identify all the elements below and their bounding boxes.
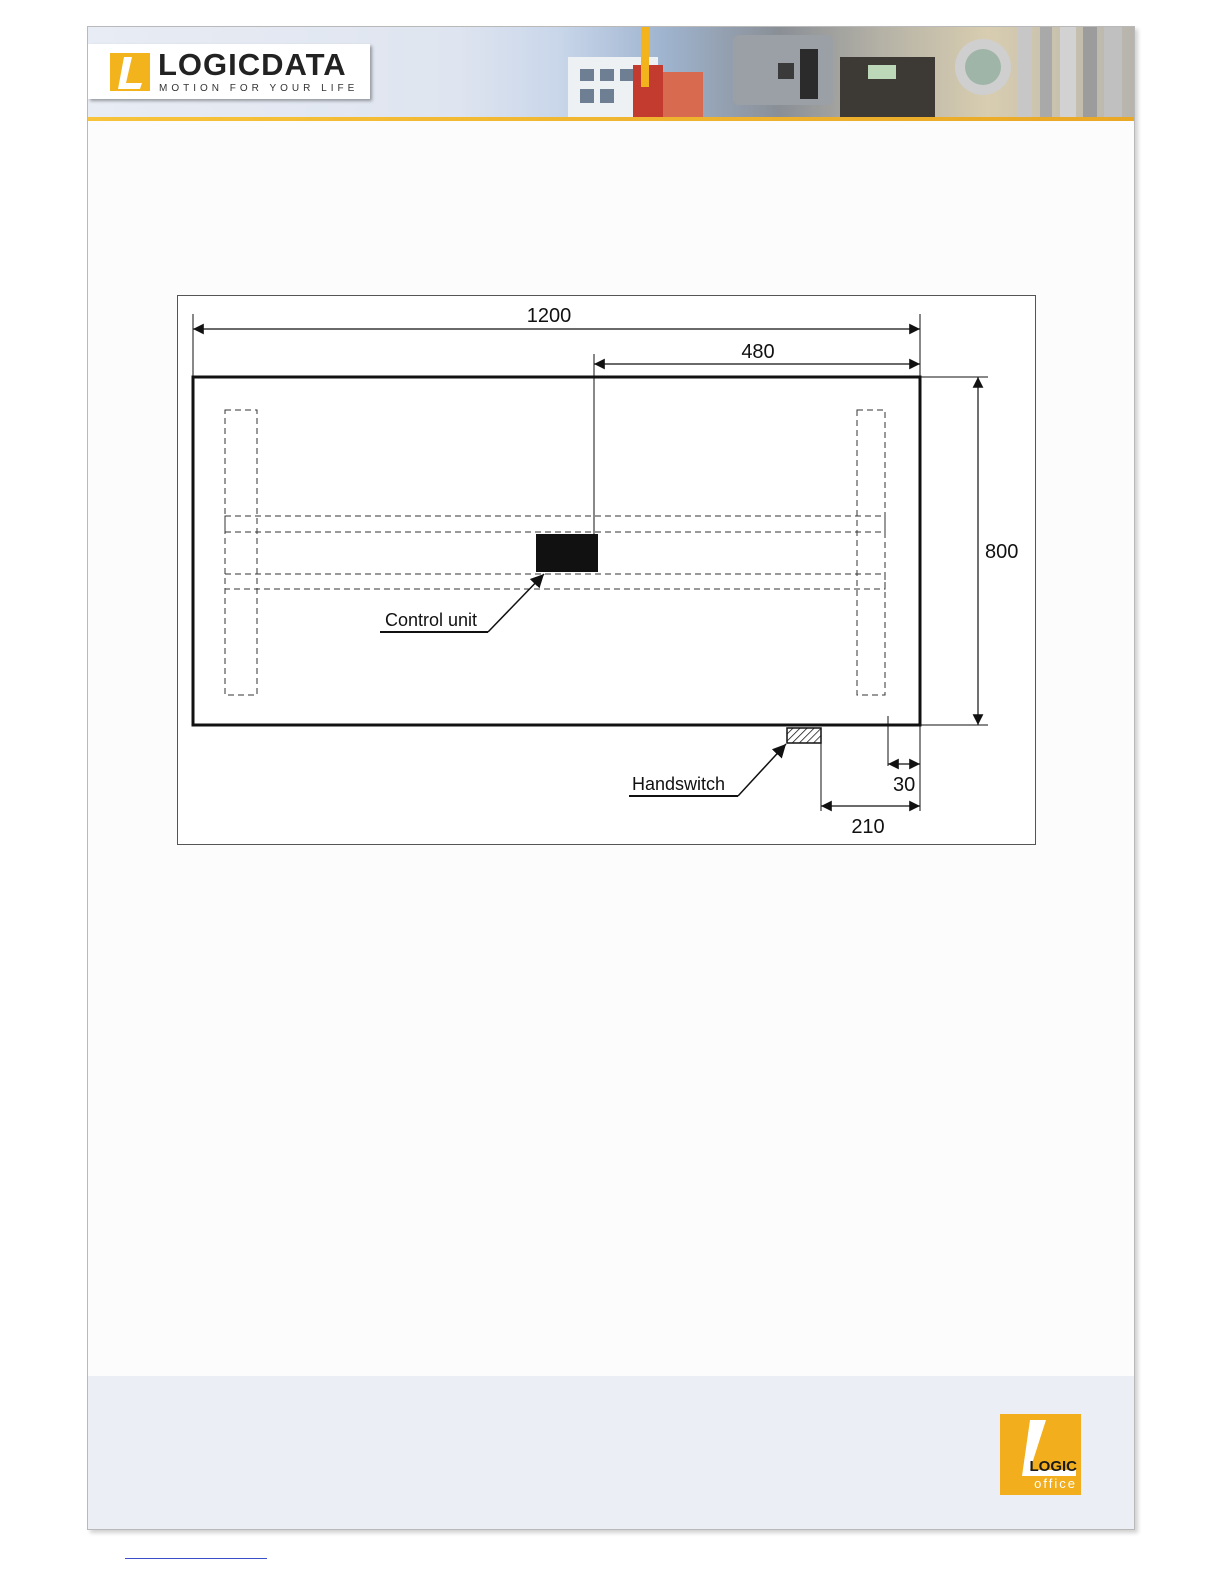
desk-layout-drawing bbox=[177, 295, 1036, 845]
footer-logo-sub: office bbox=[1034, 1476, 1077, 1491]
dim-label-30: 30 bbox=[893, 774, 916, 796]
upper-beam-outline bbox=[225, 516, 885, 532]
footer-logo-name: LOGIC bbox=[1029, 1458, 1077, 1475]
logic-office-logo bbox=[1000, 1414, 1081, 1495]
right-leg-outline bbox=[857, 410, 885, 695]
desk-drawing-svg bbox=[178, 296, 1035, 844]
dim-label-1200: 1200 bbox=[526, 305, 572, 327]
control-unit-leader bbox=[488, 574, 544, 632]
document-page bbox=[87, 26, 1135, 1530]
control-unit-box bbox=[536, 534, 598, 572]
lower-beam-outline bbox=[225, 574, 885, 589]
logo-mark-icon bbox=[110, 53, 150, 91]
handswitch-label: Handswitch bbox=[632, 774, 726, 794]
bottom-link-underline bbox=[125, 1558, 267, 1559]
dim-label-480: 480 bbox=[741, 341, 775, 363]
logicdata-logo bbox=[88, 44, 370, 99]
brand-tagline: MOTION FOR YOUR LIFE bbox=[159, 83, 359, 94]
handswitch-leader bbox=[738, 744, 786, 796]
logo-l-icon bbox=[110, 53, 150, 91]
left-leg-outline bbox=[225, 410, 257, 695]
banner-accent-bar bbox=[88, 117, 1134, 121]
control-unit-label: Control unit bbox=[385, 610, 478, 630]
footer-band bbox=[88, 1376, 1134, 1529]
brand-name: LOGICDATA bbox=[158, 47, 347, 82]
handswitch-box bbox=[787, 728, 821, 743]
dim-label-210: 210 bbox=[851, 816, 885, 838]
header-banner bbox=[88, 27, 1134, 119]
dim-label-800: 800 bbox=[985, 541, 1019, 563]
